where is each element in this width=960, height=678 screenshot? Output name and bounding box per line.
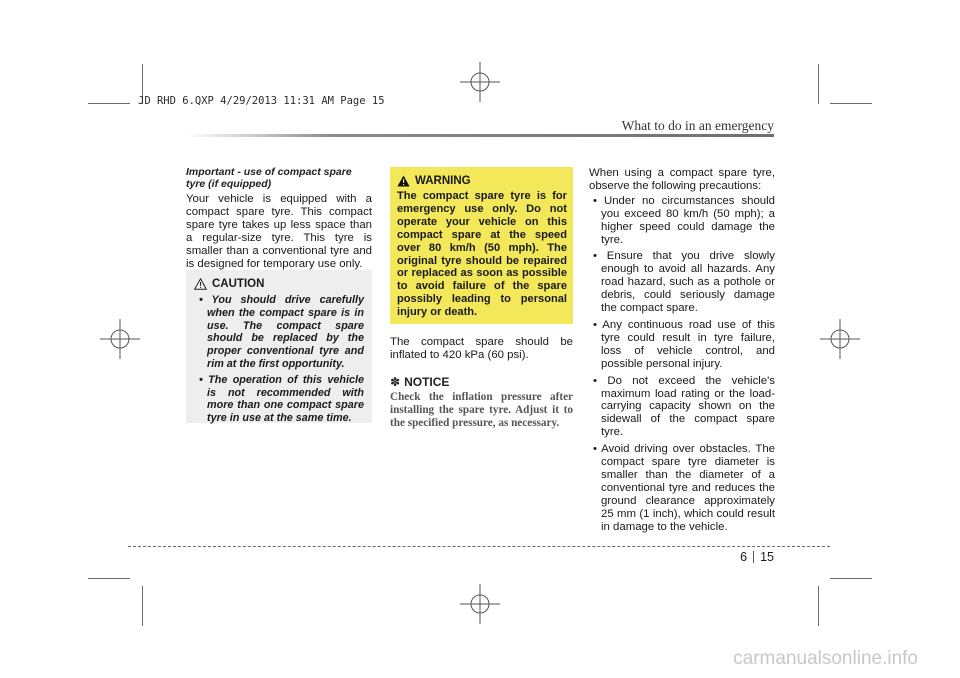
notice-star-icon: ✽	[390, 375, 401, 389]
notice-text: Check the inflation pressure after installing the spare tyre. Adjust it to the specified pressure, as necessary.	[390, 391, 573, 430]
crop-mark	[88, 578, 130, 579]
header-rule	[186, 134, 774, 137]
registration-mark-icon	[460, 62, 500, 102]
column-right	[589, 167, 775, 537]
precaution-item: • Any continuous road use of this tyre could result in tyre failure, loss of vehicle control, and possible personal injury.	[593, 318, 775, 370]
page-number-divider	[753, 551, 754, 563]
warning-triangle-icon	[397, 175, 410, 187]
chapter-number: 6	[740, 550, 748, 564]
precautions-list	[589, 195, 775, 534]
precautions-intro: When using a compact spare tyre, observe the following precautions:	[589, 167, 775, 192]
caution-box	[186, 270, 372, 423]
caution-title: CAUTION	[194, 278, 364, 290]
page-number	[740, 550, 774, 564]
registration-mark-icon	[460, 584, 500, 624]
registration-mark-icon	[100, 319, 140, 359]
caution-item: • The operation of this vehicle is not recommended with more than one compact spare tyre in use at the same time.	[199, 373, 364, 425]
crop-mark	[88, 103, 130, 104]
caution-list	[194, 294, 364, 425]
crop-mark	[830, 578, 872, 579]
print-slug: JD RHD 6.QXP 4/29/2013 11:31 AM Page 15	[138, 95, 385, 107]
notice-title: ✽ NOTICE	[390, 375, 450, 389]
registration-mark-icon	[820, 319, 860, 359]
column-left	[186, 167, 372, 270]
warning-title: WARNING	[397, 175, 567, 187]
crop-mark	[818, 586, 819, 626]
warning-text: The compact spare tyre is for emergency use only. Do not operate your vehicle on this compact spare at the speed over 80 km/h (50 mph). The original tyre should be repaired or replaced as soon as possible to avoid failure of the spare possibly leading to personal injury or death.	[397, 190, 567, 319]
warning-box	[390, 167, 573, 324]
precaution-item: • Under no circumstances should you exceed 80 km/h (50 mph); a higher speed could damage the tyre.	[593, 194, 776, 246]
intro-paragraph: Your vehicle is equipped with a compact spare tyre. This compact spare tyre takes up less space than a regular-size tyre. This tyre is smaller than a conventional tyre and is designed for temporary use only.	[186, 193, 372, 270]
precaution-item: • Do not exceed the vehicle's maximum load rating or the load-carrying capacity shown on the sidewall of the compact spare tyre.	[593, 374, 776, 439]
precaution-item: • Ensure that you drive slowly enough to avoid all hazards. Any road hazard, such as a pothole or debris, could seriously damage the compact spare.	[593, 250, 775, 315]
footer-rule	[128, 546, 830, 547]
subsection-heading: Important - use of compact spare tyre (if equipped)	[186, 166, 352, 190]
inflation-paragraph: The compact spare should be inflated to 420 kPa (60 psi).	[390, 336, 573, 361]
section-header-title: What to do in an emergency	[621, 118, 774, 133]
crop-mark	[142, 586, 143, 626]
precaution-item: • Avoid driving over obstacles. The compact spare tyre diameter is smaller than the diameter of a conventional tyre and reduces the ground clearance approximately 25 mm (1 inch), which could result in damage to the vehicle.	[593, 443, 775, 533]
crop-mark	[818, 64, 819, 104]
caution-triangle-icon	[194, 278, 207, 290]
crop-mark	[830, 103, 872, 104]
watermark: carmanualsonline.info	[733, 648, 918, 669]
page-number-value: 15	[760, 550, 774, 564]
caution-item: • You should drive carefully when the compact spare is in use. The compact spare should be replaced by the proper conventional tyre and rim at the first opportunity.	[199, 294, 364, 370]
